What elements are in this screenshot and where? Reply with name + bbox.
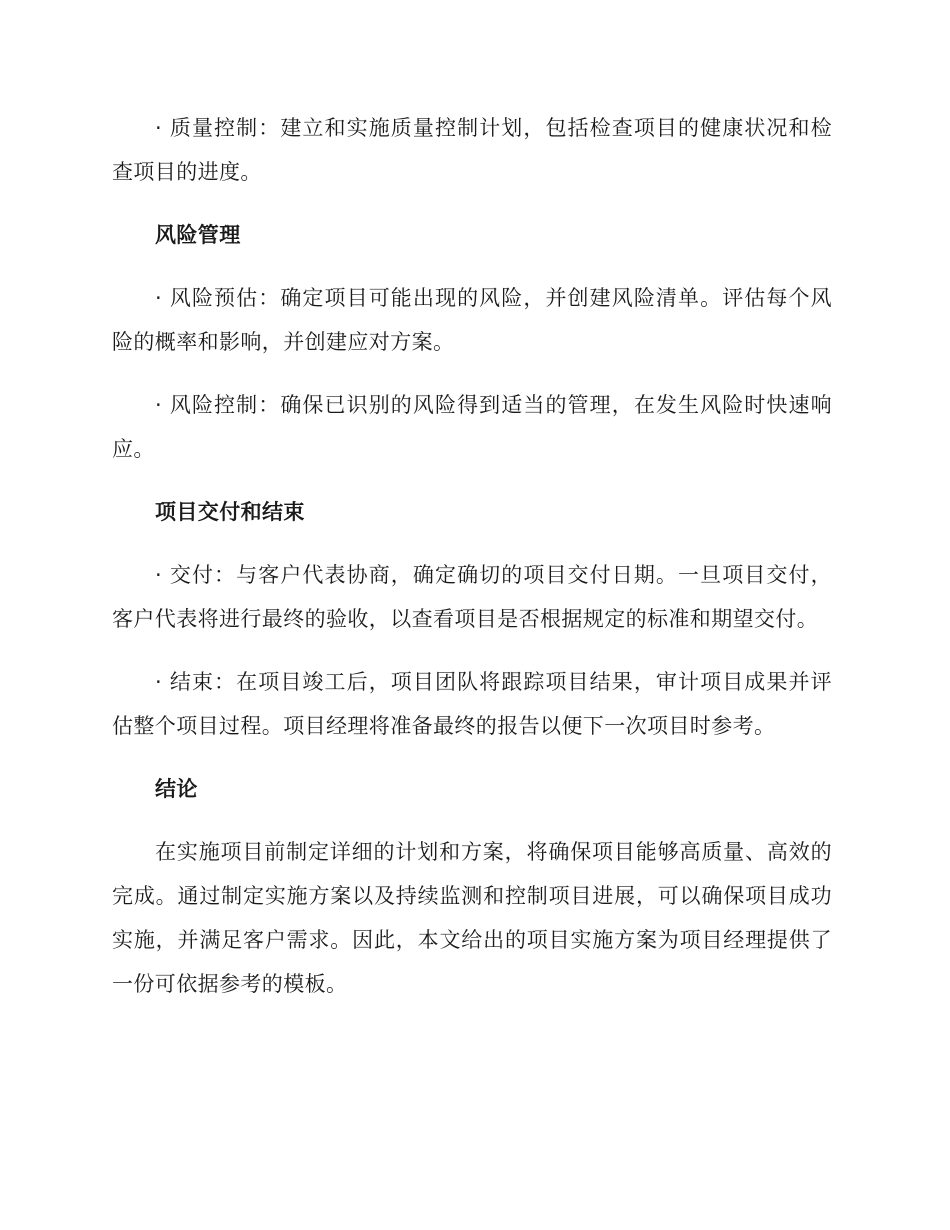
document-page	[112, 106, 832, 1025]
conclusion-heading: 结论	[155, 777, 198, 801]
quality-control-paragraph: · 质量控制：建立和实施质量控制计划，包括检查项目的健康状况和检查项目的进度。	[112, 116, 832, 184]
conclusion-paragraph: 在实施项目前制定详细的计划和方案，将确保项目能够高质量、高效的完成。通过制定实施方案以及持续监测和控制项目进展，可以确保项目成功实施，并满足客户需求。因此，本文给出的项目实施方案为项目经理提供了一份可依据参考的模板。	[112, 840, 832, 996]
risk-management-heading: 风险管理	[155, 223, 241, 247]
risk-control-paragraph: · 风险控制：确保已识别的风险得到适当的管理，在发生风险时快速响应。	[112, 393, 832, 461]
delivery-paragraph: · 交付：与客户代表协商，确定确切的项目交付日期。一旦项目交付，客户代表将进行最终的验收，以查看项目是否根据规定的标准和期望交付。	[112, 563, 832, 631]
closure-paragraph: · 结束：在项目竣工后，项目团队将跟踪项目结果，审计项目成果并评估整个项目过程。项目经理将准备最终的报告以便下一次项目时参考。	[112, 670, 832, 738]
risk-assessment-paragraph: · 风险预估：确定项目可能出现的风险，并创建风险清单。评估每个风险的概率和影响，并创建应对方案。	[112, 286, 832, 354]
delivery-closure-heading: 项目交付和结束	[155, 500, 305, 524]
